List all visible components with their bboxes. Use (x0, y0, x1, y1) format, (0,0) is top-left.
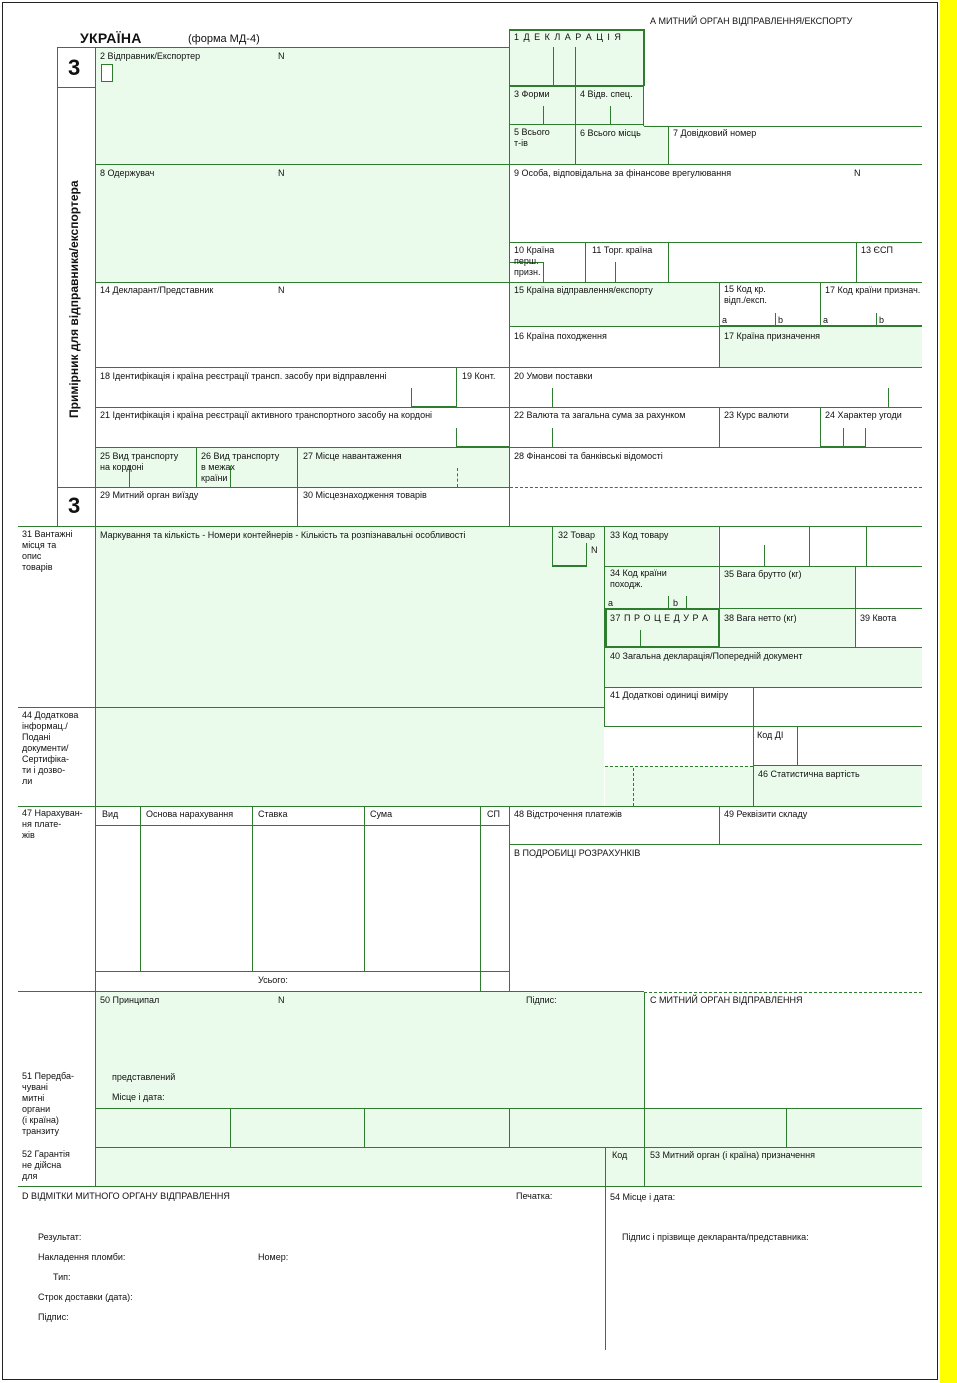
vline-35-36 (855, 567, 856, 648)
label-f17-b: b (879, 315, 885, 325)
vline-4-right (643, 86, 644, 126)
label-f20-delivery-terms: 20 Умови поставки (514, 371, 593, 381)
vline-31-left-box (552, 527, 553, 567)
vline-37-left (605, 609, 607, 648)
vline-10-11 (585, 243, 586, 282)
checkbox-field-2[interactable] (101, 64, 113, 82)
label-f17-code: 17 Код країни признач. (825, 285, 921, 295)
vline-47-right (509, 807, 510, 992)
vline-51-5 (786, 1109, 787, 1147)
label-f21-transport-border: 21 Ідентифікація і країна реєстрації активного транспортного засобу на кордоні (100, 410, 433, 420)
label-f49-warehouse: 49 Реквізити складу (724, 809, 808, 819)
label-d-seals: Накладення пломби: (38, 1252, 126, 1262)
vline-22-box (552, 428, 553, 447)
label-f34-origin-code: 34 Код країни походж. (610, 568, 667, 589)
vline-code-di-right (797, 727, 798, 766)
label-f18-transport-departure: 18 Ідентифікація і країна реєстрації трансп. засобу при відправленні (100, 371, 387, 381)
label-f17-country-dest: 17 Країна призначення (724, 331, 821, 341)
label-d-signature: Підпис: (38, 1312, 69, 1322)
label-f54-sign-name: Підпис і прізвище декларанта/представника: (622, 1232, 809, 1242)
label-f5-total-items: 5 Всього т-ів (514, 127, 550, 148)
hline-32-box (552, 565, 587, 567)
label-f9-n: N (854, 168, 861, 178)
shade-field-2 (96, 48, 509, 164)
hline-40-bottom (605, 687, 922, 688)
label-f1-declaration: 1 Д Е К Л А Р А Ц І Я (514, 32, 622, 42)
label-f4-shipping-spec: 4 Відв. спец. (580, 89, 633, 99)
label-f50-n: N (278, 995, 285, 1005)
hline-3-bottom (510, 124, 644, 125)
form-code: (форма МД-4) (188, 33, 260, 45)
vline-15-right (719, 282, 720, 368)
vline-52-code-right (644, 1148, 645, 1186)
label-f14-n: N (278, 285, 285, 295)
label-d-stamp: Печатка: (516, 1191, 553, 1201)
vline-23-24 (820, 407, 821, 448)
label-f50-signature: Підпис: (526, 995, 557, 1005)
hline-c-dashed (644, 992, 922, 993)
vline-20-box-left (552, 388, 553, 407)
vline-6-7 (668, 126, 669, 164)
label-f47-col-base: Основа нарахування (146, 809, 234, 819)
vline-4-tick (610, 106, 611, 124)
vline-48-49 (719, 807, 720, 845)
vline-51-2 (364, 1109, 365, 1147)
vline-1-right (643, 29, 645, 86)
vline-33-sub3 (809, 527, 810, 566)
shade-field-44 (96, 708, 604, 806)
form-country-title: УКРАЇНА (80, 30, 142, 46)
label-f34-a: a (608, 598, 614, 608)
label-f47-total: Усього: (258, 975, 288, 985)
vline-32-inner (586, 543, 587, 567)
label-f47-col-type: Вид (102, 809, 119, 819)
vline-21-box (456, 428, 457, 447)
hline-10-top (510, 242, 922, 243)
vline-d-54 (605, 1187, 606, 1350)
label-f2-n: N (278, 51, 285, 61)
label-f15-country-dispatch: 15 Країна відправлення/експорту (514, 285, 653, 295)
label-d-number: Номер: (258, 1252, 289, 1262)
label-f15-code: 15 Код кр. відп./експ. (724, 284, 767, 305)
label-f50-principal: 50 Принципал (100, 995, 160, 1005)
vline-13-left (856, 243, 857, 282)
label-f54-place-date: 54 Місце і дата: (610, 1192, 676, 1202)
vline-41-right (753, 688, 754, 727)
label-f35-gross: 35 Вага брутто (кг) (724, 569, 802, 579)
hline-row-d (18, 1186, 922, 1187)
label-f22-currency: 22 Валюта та загальна сума за рахунком (514, 410, 686, 420)
vline-1-sub2 (575, 47, 576, 86)
label-f23-rate: 23 Курс валюти (724, 410, 789, 420)
vline-24-box2 (865, 428, 866, 447)
label-f31-marks: Маркування та кількість - Номери контейнерів - Кількість та розпізнавальні особливості (100, 530, 466, 540)
hline-top-copy-box (57, 47, 509, 48)
label-f28-financial-bank: 28 Фінансові та банківські відомості (514, 451, 663, 461)
vline-51-3 (509, 1109, 510, 1147)
label-f13-esp: 13 ЄСП (861, 245, 893, 255)
vline-33-sub2 (764, 545, 765, 566)
label-f51-transit-offices: 51 Передба- чувані митні органи (і країна) транзиту (22, 1071, 75, 1136)
label-f17-a: a (823, 315, 829, 325)
vline-11-box (615, 262, 616, 282)
label-f29-exit-office: 29 Митний орган виїзду (100, 490, 199, 500)
shade-field-44-code (605, 766, 753, 806)
label-f11-trade-country: 11 Торг. країна (592, 245, 653, 255)
vline-15-17 (820, 282, 821, 327)
vline-17-ab (876, 313, 877, 327)
label-f25-transport-mode-border: 25 Вид транспорту на кордоні (100, 451, 179, 472)
hline-row-47 (18, 806, 922, 807)
vline-47-sum (480, 807, 481, 992)
label-f8-n: N (278, 168, 285, 178)
label-f53-dest-office: 53 Митний орган (і країна) призначення (650, 1150, 815, 1160)
copy-number-top: 3 (68, 55, 81, 80)
label-d-result: Результат: (38, 1232, 82, 1242)
label-f2-sender: 2 Відправник/Експортер (100, 51, 201, 61)
vline-15-ab (775, 313, 776, 327)
label-f14-declarant: 14 Декларант/Представник (100, 285, 214, 295)
label-f50-represented: представлений (112, 1072, 176, 1082)
vline-25-26 (196, 448, 197, 488)
vline-3-tick (543, 106, 544, 124)
label-f27-loading-place: 27 Місце навантаження (303, 451, 402, 461)
copy-purpose-vertical: Примірник для відправника/експортера (67, 180, 81, 418)
vline-copy-left (57, 47, 58, 526)
label-f6-total-places: 6 Всього місць (580, 128, 641, 138)
label-f30-goods-location: 30 Місцезнаходження товарів (303, 490, 427, 500)
label-f8-recipient: 8 Одержувач (100, 168, 155, 178)
vline-47-basis (252, 807, 253, 972)
label-f52-code: Код (612, 1150, 628, 1160)
hline-row-52 (96, 1147, 922, 1148)
hline-28-dashed (510, 487, 922, 488)
label-f19-container: 19 Конт. (462, 371, 496, 381)
label-f52-guarantee: 52 Гарантія не дійсна для (22, 1149, 70, 1181)
hline-21-box (456, 446, 509, 448)
hline-44-dashed (605, 766, 753, 767)
label-f47-col-sp: СП (487, 809, 500, 819)
label-d-type: Тип: (53, 1272, 71, 1282)
hline-37-top (605, 608, 719, 610)
shade-field-8 (96, 165, 509, 282)
label-f37-procedure: 37 П Р О Ц Е Д У Р А (610, 613, 709, 623)
label-f41-extra-units: 41 Додаткові одиниці виміру (610, 690, 729, 700)
label-f3-forms: 3 Форми (514, 89, 550, 99)
label-f26-transport-mode-inland: 26 Вид транспорту в межах країни (201, 451, 280, 483)
label-b-calc-details: В ПОДРОБИЦІ РОЗРАХУНКІВ (514, 848, 641, 858)
label-f44-code-di: Код ДІ (757, 730, 784, 740)
hline-41-bottom (605, 726, 922, 727)
label-f9-financial: 9 Особа, відповідальна за фінансове врегулювання (514, 168, 732, 178)
label-c-departure-office: С МИТНИЙ ОРГАН ВІДПРАВЛЕННЯ (650, 995, 803, 1005)
hline-7-top (644, 126, 922, 127)
hline-47-total (96, 971, 509, 972)
vline-left-95-lower (95, 527, 96, 1187)
hline-46-top (754, 765, 922, 766)
vline-50-c (644, 992, 645, 1109)
vline-copy-right (95, 47, 96, 527)
vline-24-box1 (843, 428, 844, 447)
hline-row-50 (18, 991, 644, 992)
vline-22-23 (719, 407, 720, 448)
vline-code-di-left (753, 727, 754, 806)
label-f39-quota: 39 Квота (860, 613, 897, 623)
label-f32-n: N (591, 545, 598, 555)
vline-37-right (718, 609, 720, 648)
label-f7-reference: 7 Довідковий номер (673, 128, 757, 138)
label-f32-item: 32 Товар (558, 530, 596, 540)
hline-33-bottom (605, 566, 922, 567)
vline-main-509 (509, 29, 510, 527)
hline-48-bottom (510, 844, 922, 845)
hline-row-31 (18, 526, 922, 527)
label-f46-stat-value: 46 Статистична вартість (758, 769, 860, 779)
vline-20-box-right (888, 388, 889, 407)
hline-37-bot (605, 646, 719, 648)
vline-1-sub1 (553, 47, 554, 86)
hline-row-44 (18, 707, 605, 708)
label-f15-b: b (778, 315, 784, 325)
label-a-customs-departure: А МИТНИЙ ОРГАН ВІДПРАВЛЕННЯ/ЕКСПОРТУ (650, 16, 853, 26)
hline-18-box (411, 406, 457, 408)
label-f24-deal-type: 24 Характер угоди (825, 410, 902, 420)
label-d-departure-marks: D ВІДМІТКИ МИТНОГО ОРГАНУ ВІДПРАВЛЕННЯ (22, 1191, 230, 1201)
vline-18-box (411, 388, 412, 407)
label-f48-deferred: 48 Відстрочення платежів (514, 809, 622, 819)
vline-3-4 (575, 86, 576, 164)
vline-37-inner (640, 630, 641, 647)
label-d-delivery-term: Строк доставки (дата): (38, 1292, 133, 1302)
label-f50-place-date: Місце і дата: (112, 1092, 165, 1102)
label-f33-commodity-code: 33 Код товару (610, 530, 669, 540)
vline-11-right (668, 243, 669, 282)
vline-18-19 (456, 367, 457, 408)
copy-number-bottom: 3 (68, 493, 81, 518)
hline-row-29 (57, 487, 509, 488)
hline-15a-bottom (720, 325, 922, 327)
label-f15-a: a (722, 315, 728, 325)
label-f47-col-rate: Ставка (258, 809, 288, 819)
vline-51-4 (644, 1109, 645, 1147)
label-f47-charges: 47 Нарахуван- ня плате- жів (22, 808, 83, 840)
label-f44-additional: 44 Додаткова інформац./ Подані документи/ Сертифіка- ти і дозво- ли (22, 710, 79, 786)
vline-47-rate (364, 807, 365, 972)
vline-27-dashed (457, 468, 458, 487)
vline-26-27 (297, 448, 298, 527)
vline-1-top (509, 29, 645, 31)
label-f16-country-origin: 16 Країна походження (514, 331, 607, 341)
hline-47-header (96, 825, 509, 826)
label-f47-col-sum: Сума (370, 809, 393, 819)
yellow-side-bar (940, 0, 957, 1383)
shade-field-31 (96, 527, 604, 707)
vline-52-code-left (605, 1148, 606, 1186)
label-f10-country-first: 10 Країна перш. призн. (514, 245, 555, 277)
label-f31-packages: 31 Вантажні місця та опис товарів (22, 529, 73, 572)
shade-field-50 (96, 992, 644, 1108)
label-f40-prev-document: 40 Загальна декларація/Попередній документ (610, 651, 803, 661)
hline-24-box (820, 446, 866, 448)
vline-33-sub4 (866, 527, 867, 566)
hline-1-bottom (510, 85, 644, 87)
vline-47-vid (140, 807, 141, 972)
label-f34-b: b (673, 598, 679, 608)
vline-44-dashed (633, 768, 634, 806)
vline-51-1 (230, 1109, 231, 1147)
hline-copy-sep (57, 87, 95, 88)
label-f38-net: 38 Вага нетто (кг) (724, 613, 797, 623)
